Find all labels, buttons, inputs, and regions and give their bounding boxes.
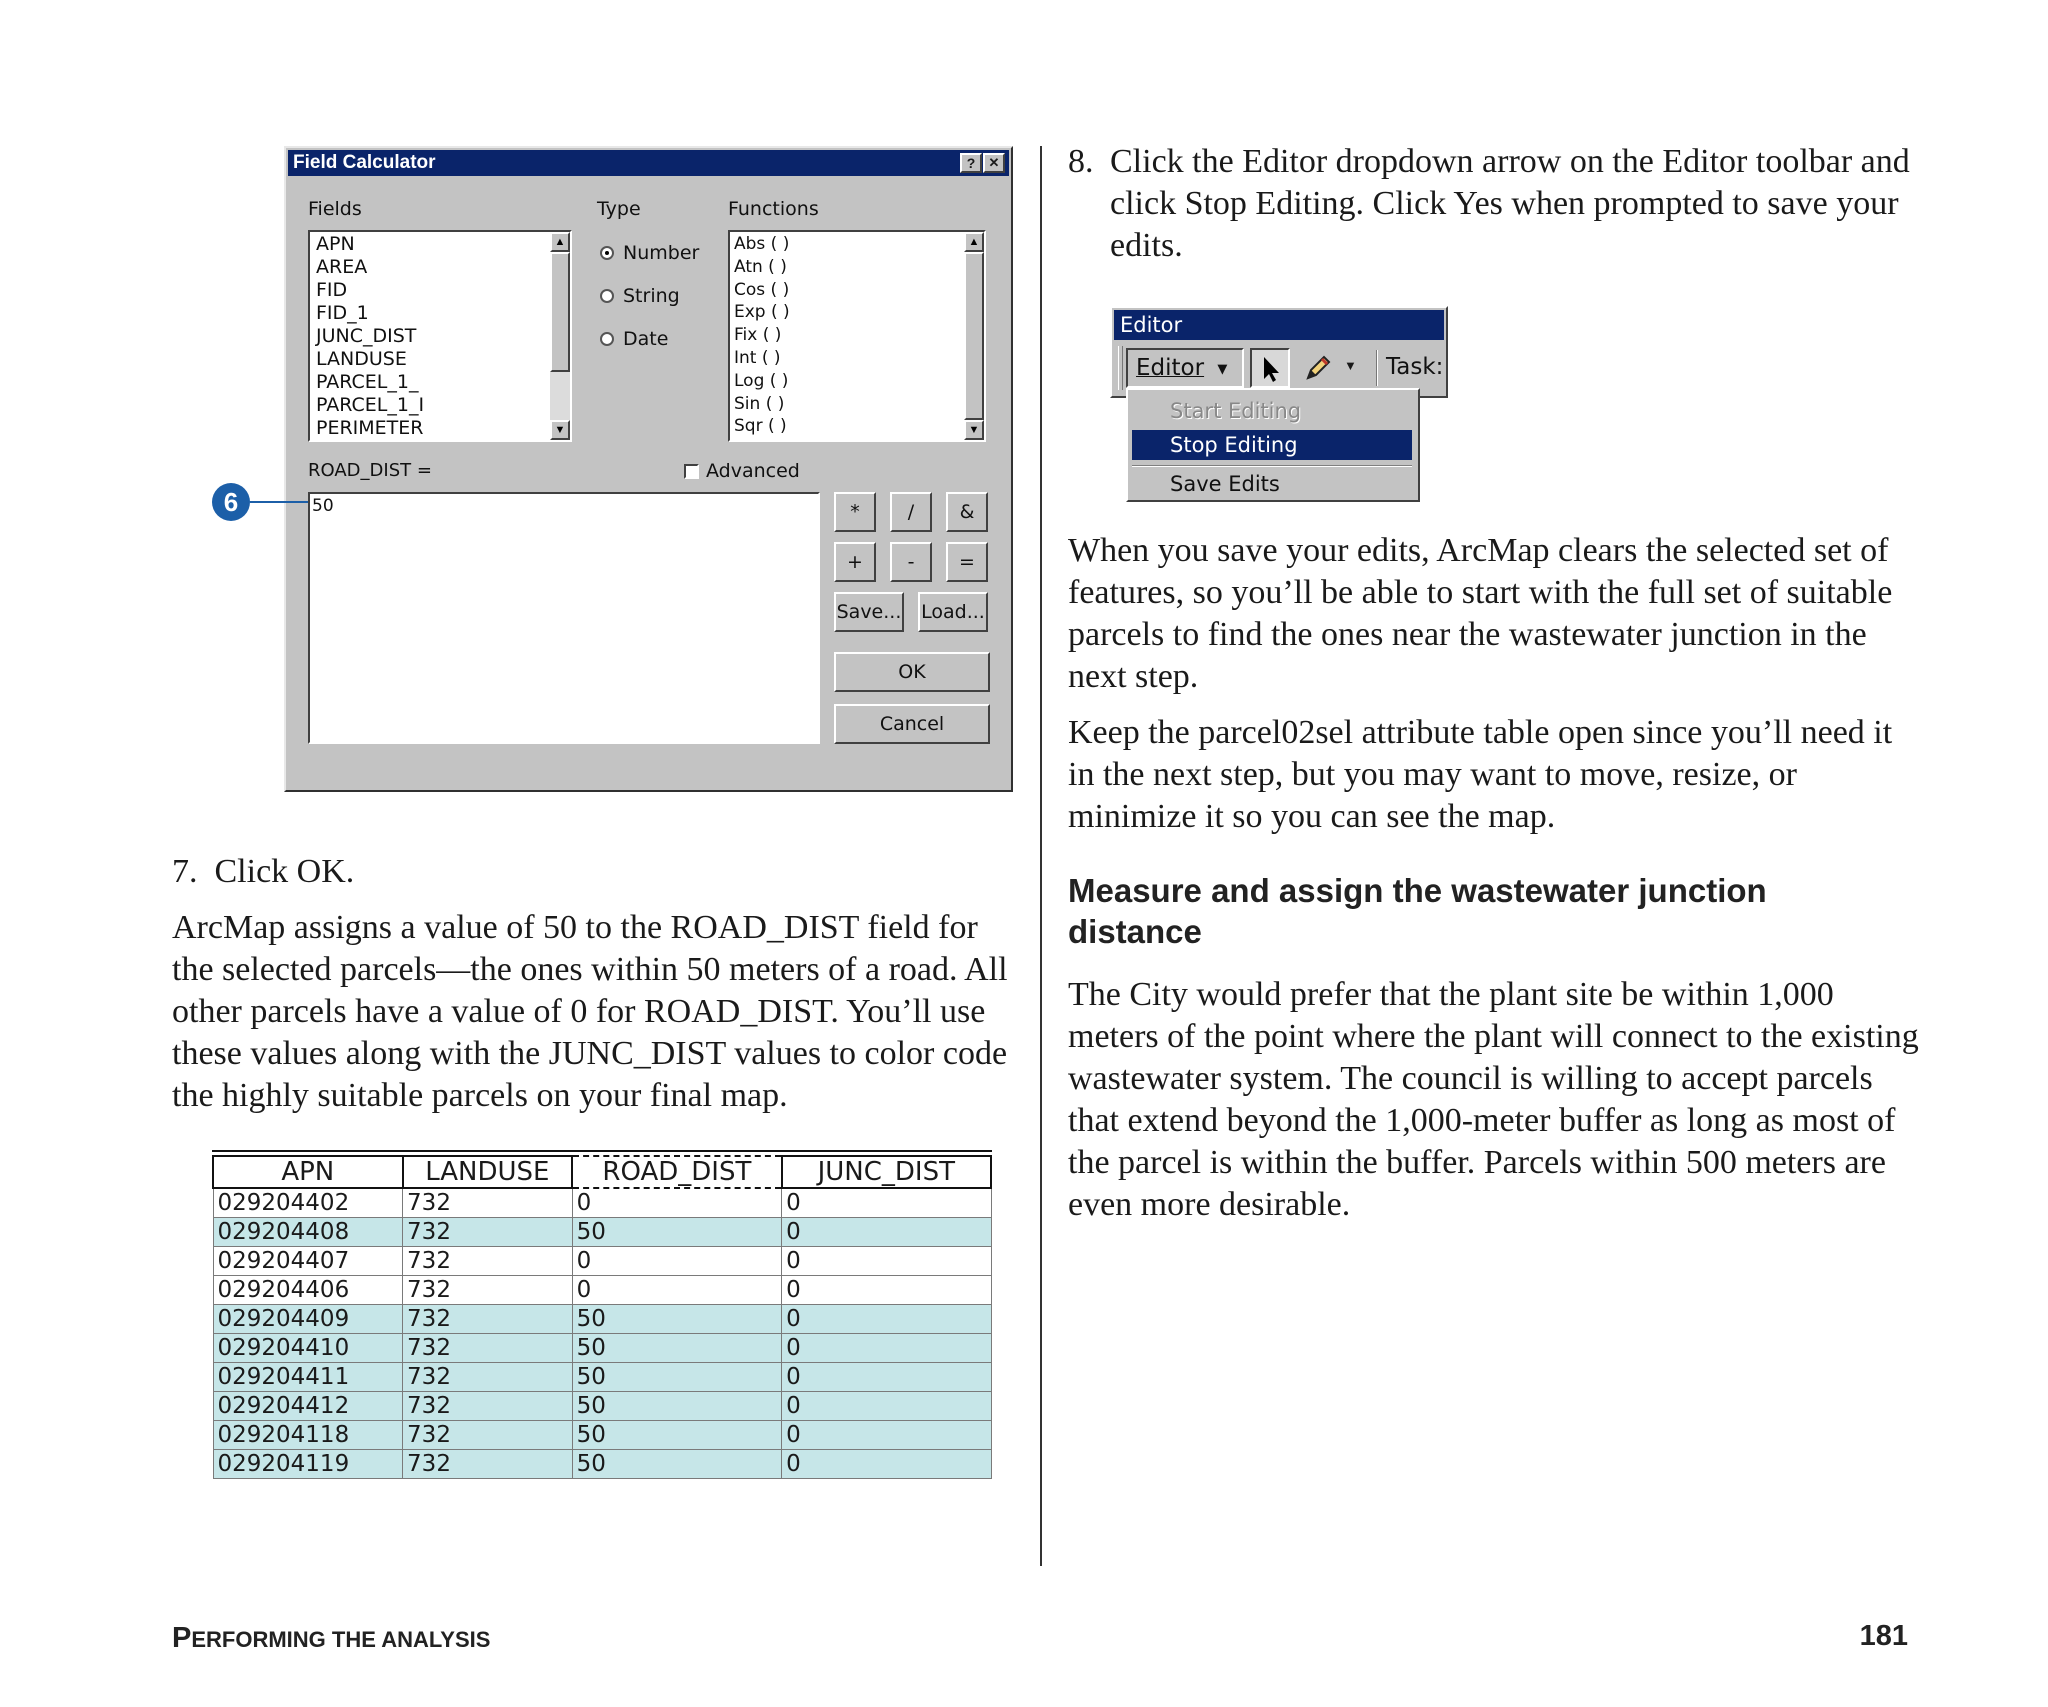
help-button[interactable] bbox=[960, 153, 982, 173]
cell-road-dist: 0 bbox=[572, 1188, 781, 1217]
table-row[interactable] bbox=[213, 1217, 991, 1246]
type-string-label: String bbox=[623, 285, 680, 307]
scroll-up-icon[interactable]: ▲ bbox=[964, 232, 984, 252]
callout-number: 6 bbox=[223, 487, 239, 517]
ok-button[interactable]: OK bbox=[834, 652, 990, 692]
list-item[interactable]: FID_1 bbox=[316, 302, 369, 324]
step-8-text: Click the Editor dropdown arrow on the Editor toolbar and click Stop Editing. Click Yes when prompted to save your edits. bbox=[1110, 143, 1910, 264]
table-row[interactable] bbox=[213, 1304, 991, 1333]
cell-road-dist: 50 bbox=[572, 1333, 781, 1362]
list-item[interactable]: Log ( ) bbox=[734, 370, 789, 391]
cell-road-dist: 50 bbox=[572, 1420, 781, 1449]
column-header-road-dist[interactable]: ROAD_DIST bbox=[572, 1156, 781, 1188]
cell-apn: 029204118 bbox=[213, 1420, 403, 1449]
scroll-thumb[interactable] bbox=[964, 252, 984, 420]
cell-junc-dist: 0 bbox=[782, 1275, 991, 1304]
cell-road-dist: 0 bbox=[572, 1275, 781, 1304]
cell-landuse: 732 bbox=[403, 1275, 573, 1304]
type-label: Type bbox=[597, 198, 641, 220]
keep-paragraph: Keep the parcel02sel attribute table open since you’ll need it in the next step, but you may want to move, resize, or minimize it so you can see the map. bbox=[1068, 714, 1893, 835]
section-heading: Measure and assign the wastewater junction distance bbox=[1068, 872, 1767, 950]
column-header-apn[interactable]: APN bbox=[213, 1156, 403, 1188]
cell-landuse: 732 bbox=[403, 1420, 573, 1449]
page-number: 181 bbox=[1859, 1620, 1908, 1652]
attribute-table bbox=[212, 1150, 992, 1479]
pointer-icon bbox=[1252, 350, 1288, 386]
column-header-junc-dist[interactable]: JUNC_DIST bbox=[782, 1156, 991, 1188]
list-item[interactable]: Cos ( ) bbox=[734, 279, 790, 300]
cell-road-dist: 50 bbox=[572, 1449, 781, 1478]
advanced-label: Advanced bbox=[706, 460, 800, 482]
chevron-down-icon: ▼ bbox=[1217, 362, 1228, 377]
pencil-icon bbox=[1302, 352, 1334, 384]
load-button[interactable]: Load... bbox=[918, 592, 988, 632]
plus-button[interactable]: + bbox=[834, 542, 876, 582]
scroll-up-icon[interactable]: ▲ bbox=[550, 232, 570, 252]
cell-junc-dist: 0 bbox=[782, 1420, 991, 1449]
cell-junc-dist: 0 bbox=[782, 1217, 991, 1246]
step-8-number: 8. bbox=[1068, 143, 1094, 180]
callout-line bbox=[250, 501, 308, 503]
equals-button[interactable]: = bbox=[946, 542, 988, 582]
list-item[interactable]: Abs ( ) bbox=[734, 234, 790, 254]
list-item[interactable]: LANDUSE bbox=[316, 348, 407, 370]
cell-apn: 029204411 bbox=[213, 1362, 403, 1391]
table-row[interactable] bbox=[213, 1246, 991, 1275]
city-paragraph: The City would prefer that the plant site be within 1,000 meters of the point where the plant will connect to the existing wastewater system. The council is willing to accept parcels that extend beyond the 1,000-meter buffer as long as most of the parcel is within the buffer. Parcels within 500 meters are even more desirable. bbox=[1068, 976, 1919, 1223]
field-calculator-dialog bbox=[284, 146, 1013, 792]
cell-junc-dist: 0 bbox=[782, 1304, 991, 1333]
cell-junc-dist: 0 bbox=[782, 1333, 991, 1362]
list-item[interactable]: PARCEL_1_I bbox=[316, 394, 425, 416]
toolbar-separator bbox=[1376, 350, 1378, 386]
list-item[interactable]: AREA bbox=[316, 256, 368, 278]
list-item[interactable]: Sqr ( ) bbox=[734, 416, 787, 437]
step-7-paragraph: ArcMap assigns a value of 50 to the ROAD_DIST field for the selected parcels—the ones within 50 meters of a road. All other parcels have a value of 0 for ROAD_DIST. You’ll use these values along with the JUNC_DIST values to color code the highly suitable parcels on your final map. bbox=[172, 909, 1008, 1114]
column-divider bbox=[1040, 146, 1042, 1566]
editor-toolbar-title: Editor bbox=[1120, 313, 1183, 337]
editor-menu-label: Editor bbox=[1136, 355, 1205, 381]
cell-landuse: 732 bbox=[403, 1246, 573, 1275]
list-item[interactable]: Exp ( ) bbox=[734, 302, 790, 323]
column-header-landuse[interactable]: LANDUSE bbox=[403, 1156, 573, 1188]
cell-landuse: 732 bbox=[403, 1391, 573, 1420]
editor-toolbar-title-bar bbox=[1114, 310, 1444, 340]
table-row[interactable] bbox=[213, 1275, 991, 1304]
table-row[interactable] bbox=[213, 1449, 991, 1478]
cell-junc-dist: 0 bbox=[782, 1362, 991, 1391]
radio-number[interactable] bbox=[600, 246, 614, 260]
type-date-label: Date bbox=[623, 328, 669, 350]
scroll-down-icon[interactable]: ▼ bbox=[964, 420, 984, 440]
advanced-checkbox[interactable] bbox=[684, 464, 699, 479]
callout-badge bbox=[212, 483, 250, 521]
type-number-label: Number bbox=[623, 242, 700, 264]
cell-landuse: 732 bbox=[403, 1449, 573, 1478]
radio-date[interactable] bbox=[600, 332, 614, 346]
divide-button[interactable]: / bbox=[890, 492, 932, 532]
cell-junc-dist: 0 bbox=[782, 1246, 991, 1275]
menu-separator bbox=[1132, 465, 1412, 467]
cell-landuse: 732 bbox=[403, 1304, 573, 1333]
list-item[interactable]: APN bbox=[316, 233, 355, 255]
functions-label: Functions bbox=[728, 198, 819, 220]
dialog-title-bar bbox=[288, 150, 1009, 176]
cell-road-dist: 50 bbox=[572, 1362, 781, 1391]
cell-apn: 029204407 bbox=[213, 1246, 403, 1275]
fields-scrollbar[interactable] bbox=[550, 232, 570, 440]
cell-apn: 029204406 bbox=[213, 1275, 403, 1304]
table-row[interactable] bbox=[213, 1391, 991, 1420]
cell-junc-dist: 0 bbox=[782, 1391, 991, 1420]
cell-road-dist: 50 bbox=[572, 1217, 781, 1246]
functions-list[interactable] bbox=[728, 230, 986, 442]
list-item[interactable]: Int ( ) bbox=[734, 347, 781, 368]
table-row[interactable] bbox=[213, 1420, 991, 1449]
menu-item-stop-editing[interactable]: Stop Editing bbox=[1132, 430, 1412, 460]
list-item[interactable]: Sin ( ) bbox=[734, 393, 785, 414]
minus-button[interactable]: - bbox=[890, 542, 932, 582]
cell-road-dist: 50 bbox=[572, 1304, 781, 1333]
step-7-heading: 7. Click OK. bbox=[172, 853, 355, 890]
scroll-down-icon[interactable]: ▼ bbox=[550, 420, 570, 440]
cell-junc-dist: 0 bbox=[782, 1188, 991, 1217]
footer-section-rest: ERFORMING THE ANALYSIS bbox=[191, 1627, 491, 1652]
cell-apn: 029204412 bbox=[213, 1391, 403, 1420]
editor-menu-button[interactable] bbox=[1126, 348, 1244, 388]
cell-apn: 029204119 bbox=[213, 1449, 403, 1478]
sketch-tool-button[interactable] bbox=[1298, 348, 1370, 388]
fields-label: Fields bbox=[308, 198, 362, 220]
list-item[interactable]: JUNC_DIST bbox=[316, 325, 417, 347]
cell-apn: 029204409 bbox=[213, 1304, 403, 1333]
cancel-button[interactable]: Cancel bbox=[834, 704, 990, 744]
cell-junc-dist: 0 bbox=[782, 1449, 991, 1478]
scroll-thumb[interactable] bbox=[550, 252, 570, 372]
chevron-down-icon: ▼ bbox=[1344, 358, 1357, 373]
cell-road-dist: 50 bbox=[572, 1391, 781, 1420]
running-footer-section bbox=[172, 1622, 490, 1655]
concat-button[interactable]: & bbox=[946, 492, 988, 532]
expression-label: ROAD_DIST = bbox=[308, 460, 432, 481]
footer-section-initial: P bbox=[172, 1622, 192, 1654]
multiply-button[interactable]: * bbox=[834, 492, 876, 532]
table-row[interactable] bbox=[213, 1188, 991, 1217]
list-item[interactable]: PARCEL_1_ bbox=[316, 371, 419, 393]
cell-landuse: 732 bbox=[403, 1217, 573, 1246]
expression-value: 50 bbox=[312, 496, 334, 516]
cell-apn: 029204408 bbox=[213, 1217, 403, 1246]
cell-landuse: 732 bbox=[403, 1333, 573, 1362]
fields-list[interactable] bbox=[308, 230, 572, 442]
cell-apn: 029204402 bbox=[213, 1188, 403, 1217]
cell-landuse: 732 bbox=[403, 1362, 573, 1391]
functions-scrollbar[interactable] bbox=[964, 232, 984, 440]
task-label: Task: bbox=[1386, 354, 1444, 380]
radio-string[interactable] bbox=[600, 289, 614, 303]
dialog-title: Field Calculator bbox=[293, 152, 436, 173]
editor-dropdown-menu bbox=[1126, 388, 1420, 502]
close-button[interactable] bbox=[983, 153, 1005, 173]
help-icon: ? bbox=[966, 155, 976, 171]
table-row[interactable] bbox=[213, 1333, 991, 1362]
menu-item-start-editing[interactable]: Start Editing bbox=[1170, 399, 1302, 423]
edit-tool-button[interactable] bbox=[1250, 348, 1290, 388]
cell-apn: 029204410 bbox=[213, 1333, 403, 1362]
expression-input[interactable] bbox=[308, 492, 820, 744]
close-icon: ✕ bbox=[988, 155, 1000, 170]
list-item[interactable]: FID bbox=[316, 279, 348, 301]
list-item[interactable]: Fix ( ) bbox=[734, 325, 782, 346]
cell-landuse: 732 bbox=[403, 1188, 573, 1217]
cell-road-dist: 0 bbox=[572, 1246, 781, 1275]
toolbar-grip bbox=[1118, 346, 1123, 390]
menu-item-save-edits[interactable]: Save Edits bbox=[1170, 472, 1280, 496]
save-paragraph: When you save your edits, ArcMap clears the selected set of features, so you’ll be able to start with the full set of suitable parcels to find the ones near the wastewater junction in the next step. bbox=[1068, 532, 1893, 695]
save-button[interactable]: Save... bbox=[834, 592, 904, 632]
list-item[interactable]: PERIMETER bbox=[316, 417, 424, 439]
table-row[interactable] bbox=[213, 1362, 991, 1391]
editor-toolbar bbox=[1110, 306, 1448, 398]
table-top-rule bbox=[212, 1150, 992, 1152]
list-item[interactable]: Atn ( ) bbox=[734, 256, 787, 277]
